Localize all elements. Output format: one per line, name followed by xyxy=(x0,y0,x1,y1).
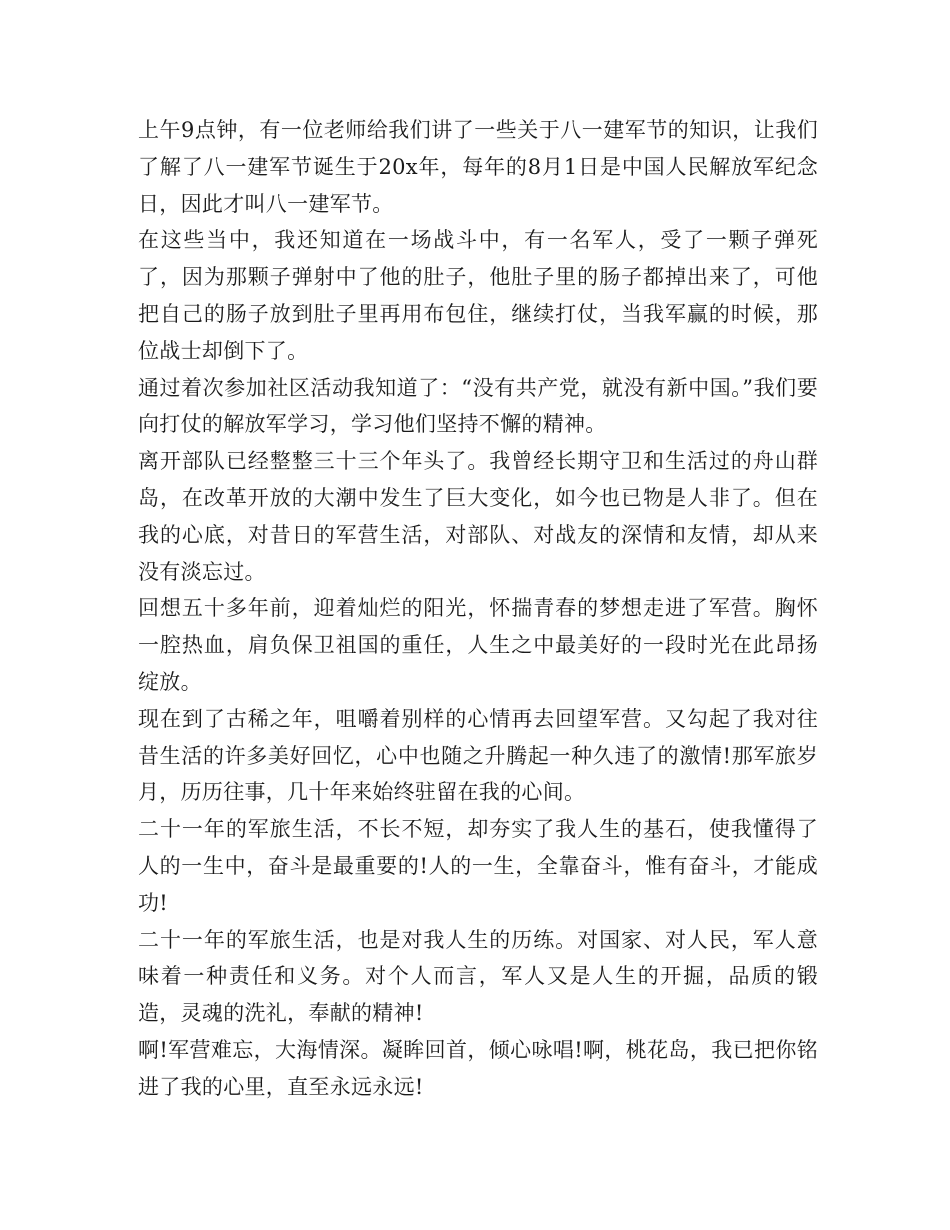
paragraph-5: 回想五十多年前，迎着灿烂的阳光，怀揣青春的梦想走进了军营。胸怀一腔热血，肩负保卫祖国的重任，人生之中最美好的一段时光在此昂扬绽放。 xyxy=(138,596,818,694)
paragraph-6: 现在到了古稀之年，咀嚼着别样的心情再去回望军营。又勾起了我对往昔生活的许多美好回忆，心中也随之升腾起一种久违了的激情!那军旅岁月，历历往事，几十年来始终驻留在我的心间。 xyxy=(138,706,818,805)
paragraph-4: 离开部队已经整整三十三个年头了。我曾经长期守卫和生活过的舟山群岛，在改革开放的大潮中发生了巨大变化，如今也已物是人非了。但在我的心底，对昔日的军营生活，对部队、对战友的深情和友情，却从来没有淡忘过。 xyxy=(138,449,818,584)
paragraph-9: 啊!军营难忘，大海情深。凝眸回首，倾心咏唱!啊，桃花岛，我已把你铭进了我的心里，直至永远永远! xyxy=(138,1037,818,1099)
document-body xyxy=(138,112,818,1106)
paragraph-8: 二十一年的军旅生活，也是对我人生的历练。对国家、对人民，军人意味着一种责任和义务。对个人而言，军人又是人生的开掘，品质的锻造，灵魂的洗礼，奉献的精神! xyxy=(138,927,818,1026)
paragraph-2: 在这些当中，我还知道在一场战斗中，有一名军人，受了一颗子弹死了，因为那颗子弹射中了他的肚子，他肚子里的肠子都掉出来了，可他把自己的肠子放到肚子里再用布包住，继续打仗，当我军赢的时候，那位战士却倒下了。 xyxy=(138,228,818,363)
paragraph-3: 通过着次参加社区活动我知道了：“没有共产党，就没有新中国。”我们要向打仗的解放军学习，学习他们坚持不懈的精神。 xyxy=(138,375,818,437)
paragraph-7: 二十一年的军旅生活，不长不短，却夯实了我人生的基石，使我懂得了人的一生中，奋斗是最重要的!人的一生，全靠奋斗，惟有奋斗，才能成功! xyxy=(138,817,818,915)
paragraph-1: 上午9点钟，有一位老师给我们讲了一些关于八一建军节的知识，让我们了解了八一建军节诞生于20x年，每年的8月1日是中国人民解放军纪念日，因此才叫八一建军节。 xyxy=(138,118,818,216)
